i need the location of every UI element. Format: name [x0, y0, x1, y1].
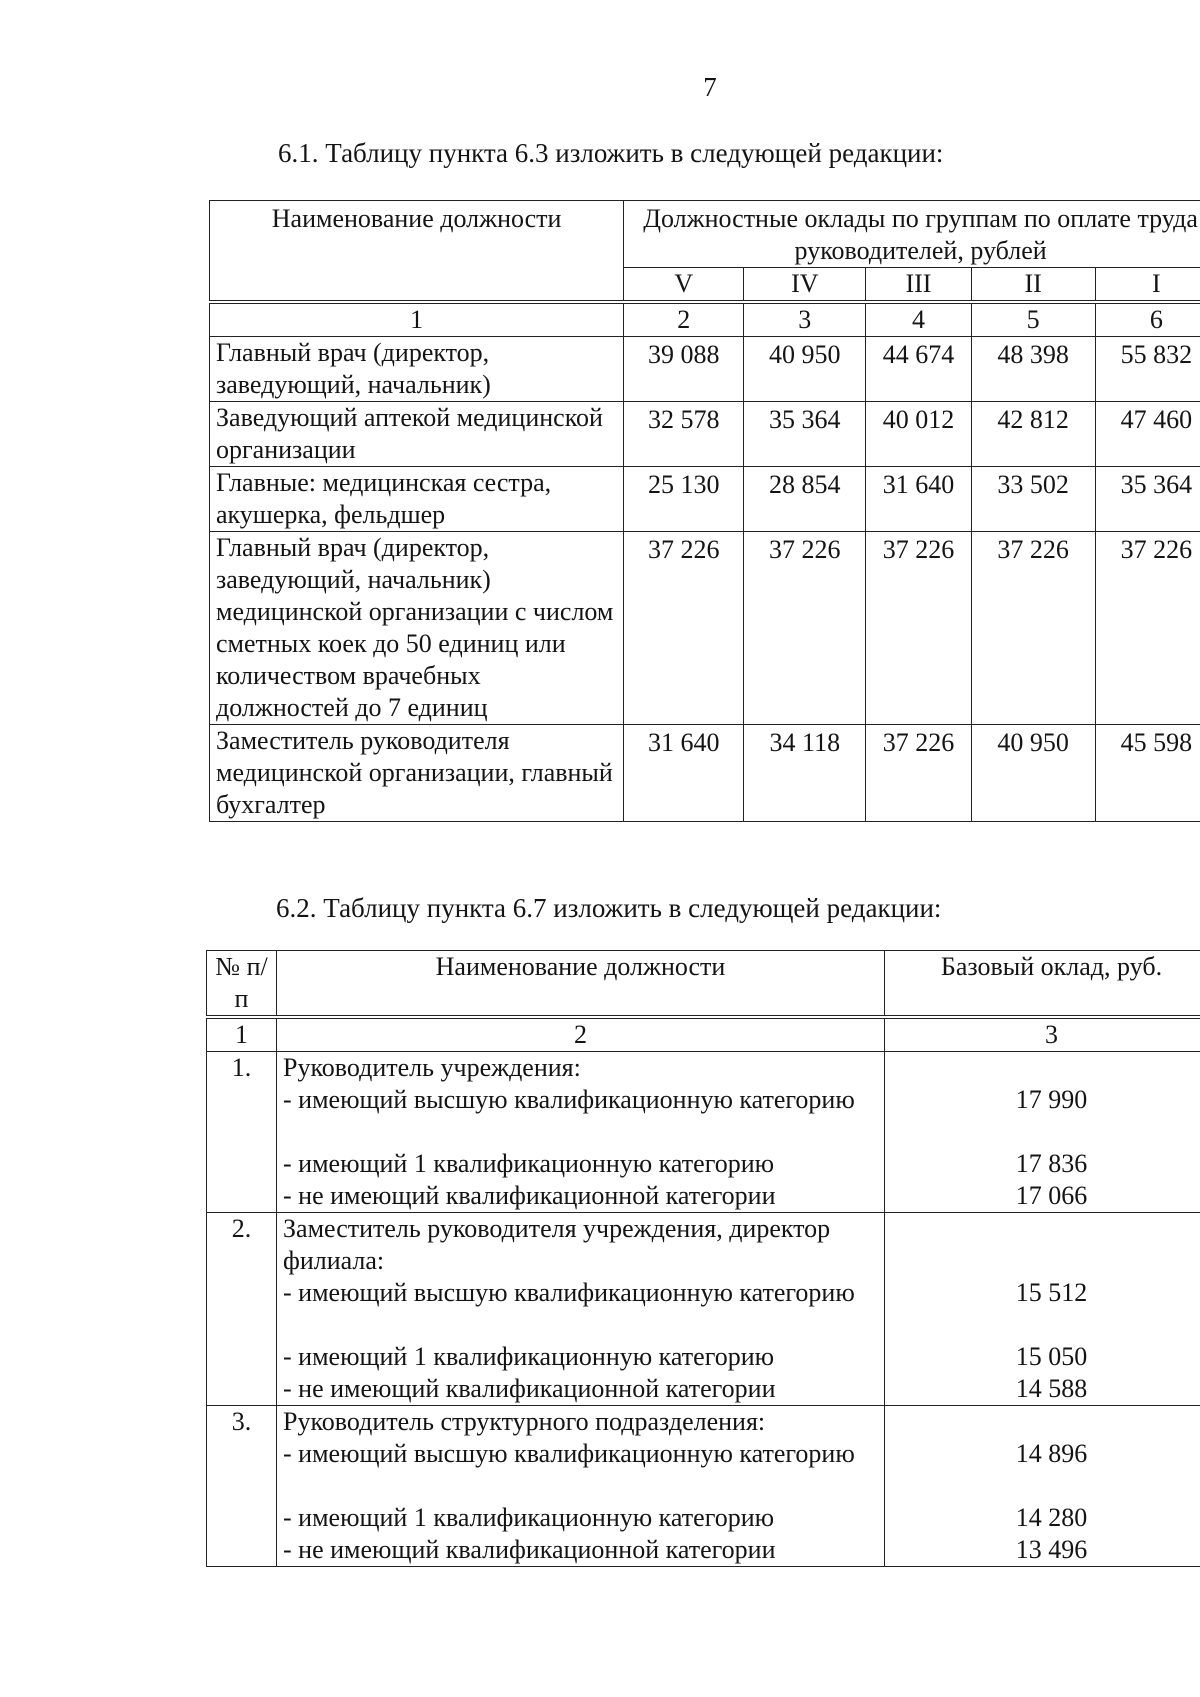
page-number: 7: [703, 72, 717, 102]
row-number: 1.: [207, 1052, 277, 1213]
base-salary-value: 14 280: [1015, 1503, 1088, 1532]
position-name: Главный врач (директор, заведующий, начальник): [210, 337, 624, 402]
index-row: [210, 304, 1200, 337]
category-label: - не имеющий квалификационной категории: [283, 1535, 776, 1564]
table-row: [207, 1052, 1200, 1213]
index-cell: 3: [744, 304, 866, 337]
row-number: 3.: [207, 1406, 277, 1567]
table-row: [210, 402, 1200, 467]
section-heading-6-2: 6.2. Таблицу пункта 6.7 изложить в следующей редакции:: [276, 893, 942, 923]
base-salary-value: 14 588: [1015, 1374, 1088, 1403]
salary-value: 31 640: [866, 467, 971, 532]
position-title: Руководитель структурного подразделения:: [283, 1407, 766, 1436]
column-header-number: № п/п: [207, 951, 277, 1016]
position-name: Заместитель руководителя медицинской организации, главный бухгалтер: [210, 725, 624, 822]
category-label: - имеющий высшую квалификационную категорию: [283, 1085, 855, 1114]
category-label: - не имеющий квалификационной категории: [283, 1374, 776, 1403]
salary-table-6-3: [209, 200, 1200, 822]
salary-value: 25 130: [624, 467, 744, 532]
group-header: IV: [744, 268, 866, 301]
section-heading-6-1: 6.1. Таблицу пункта 6.3 изложить в следующей редакции:: [278, 138, 944, 168]
index-cell: 2: [624, 304, 744, 337]
category-label: - не имеющий квалификационной категории: [283, 1181, 776, 1210]
salary-value: 39 088: [624, 337, 744, 402]
base-salary-value: 13 496: [1015, 1535, 1088, 1564]
salary-value: 32 578: [624, 402, 744, 467]
base-salary-value: 17 990: [1015, 1085, 1088, 1114]
salary-value: 40 950: [744, 337, 866, 402]
salary-value: 31 640: [624, 725, 744, 822]
table-row: [210, 337, 1200, 402]
group-header: III: [866, 268, 971, 301]
column-header-salaries: Должностные оклады по группам по оплате труда руководителей, рублей: [624, 201, 1200, 268]
salary-value: 40 950: [971, 725, 1095, 822]
salary-value: 37 226: [971, 532, 1095, 725]
base-salary-value: 14 896: [1015, 1439, 1088, 1468]
salary-value: 48 398: [971, 337, 1095, 402]
index-cell: 5: [971, 304, 1095, 337]
index-row: [207, 1019, 1200, 1052]
index-cell: 4: [866, 304, 971, 337]
group-header: II: [971, 268, 1095, 301]
column-header-salary: Базовый оклад, руб.: [885, 951, 1200, 1016]
salary-value: 37 226: [866, 532, 971, 725]
position-name: Главный врач (директор, заведующий, начальник) медицинской организации с числом сметных коек до 50 единиц или количеством врачебных должностей до 7 единиц: [210, 532, 624, 725]
salary-value: 28 854: [744, 467, 866, 532]
salary-value: 35 364: [744, 402, 866, 467]
index-cell: 6: [1095, 304, 1200, 337]
base-salary-value: 17 066: [1015, 1181, 1088, 1210]
category-label: - имеющий высшую квалификационную категорию: [283, 1278, 855, 1307]
salary-value: 37 226: [624, 532, 744, 725]
group-header: I: [1095, 268, 1200, 301]
table-row: [207, 1406, 1200, 1567]
salary-value: 37 226: [1095, 532, 1200, 725]
category-label: - имеющий 1 квалификационную категорию: [283, 1503, 775, 1532]
category-label: - имеющий 1 квалификационную категорию: [283, 1149, 775, 1178]
row-number: 2.: [207, 1213, 277, 1406]
salary-value: 42 812: [971, 402, 1095, 467]
salary-value: 45 598: [1095, 725, 1200, 822]
table-row: [207, 1213, 1200, 1406]
base-salary-table-6-7: [206, 950, 1200, 1567]
index-cell: 1: [210, 304, 624, 337]
salary-value: 55 832: [1095, 337, 1200, 402]
salary-value: 37 226: [744, 532, 866, 725]
position-title: Руководитель учреждения:: [283, 1053, 581, 1082]
index-cell: 1: [207, 1019, 277, 1052]
column-header-position: Наименование должности: [277, 951, 885, 1016]
position-name: Заведующий аптекой медицинской организации: [210, 402, 624, 467]
table-row: [210, 467, 1200, 532]
column-header-position: Наименование должности: [210, 201, 624, 301]
salary-value: 35 364: [1095, 467, 1200, 532]
index-cell: 3: [885, 1019, 1200, 1052]
group-header: V: [624, 268, 744, 301]
category-label: - имеющий 1 квалификационную категорию: [283, 1342, 775, 1371]
salary-value: 40 012: [866, 402, 971, 467]
salary-value: 34 118: [744, 725, 866, 822]
table-row: [210, 532, 1200, 725]
category-label: - имеющий высшую квалификационную категорию: [283, 1439, 855, 1468]
index-cell: 2: [277, 1019, 885, 1052]
salary-value: 44 674: [866, 337, 971, 402]
base-salary-value: 17 836: [1015, 1149, 1088, 1178]
base-salary-value: 15 050: [1015, 1342, 1088, 1371]
salary-value: 33 502: [971, 467, 1095, 532]
salary-value: 37 226: [866, 725, 971, 822]
salary-value: 47 460: [1095, 402, 1200, 467]
base-salary-value: 15 512: [1015, 1278, 1088, 1307]
position-name: Главные: медицинская сестра, акушерка, фельдшер: [210, 467, 624, 532]
position-title: Заместитель руководителя учреждения, директор филиала:: [283, 1214, 831, 1275]
table-row: [210, 725, 1200, 822]
